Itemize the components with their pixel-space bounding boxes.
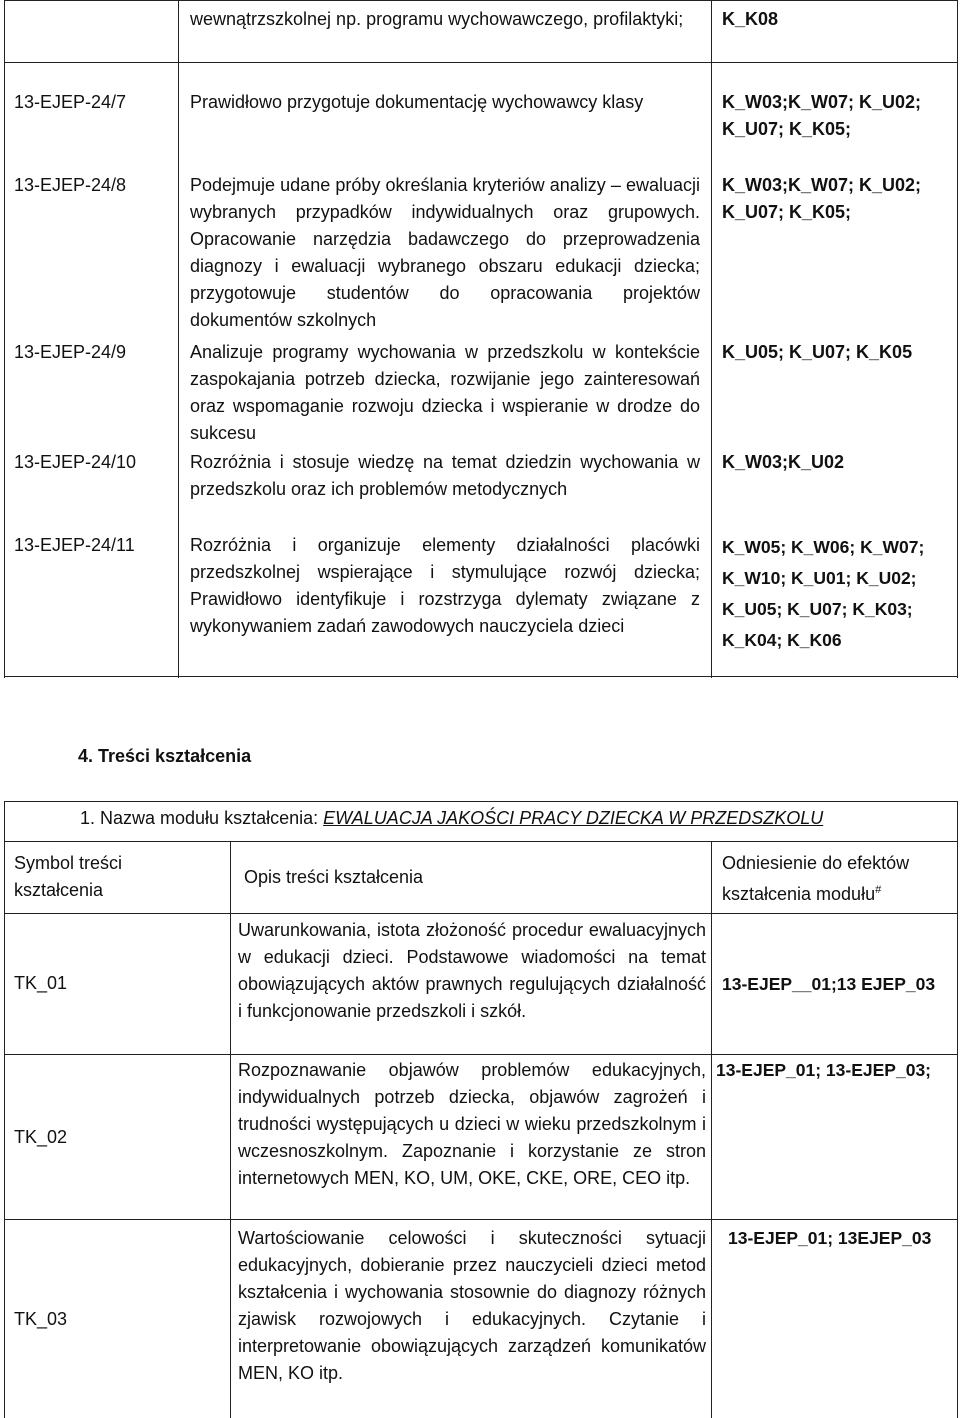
footnote-mark: # [875, 884, 882, 896]
module-title-prefix: 1. Nazwa modułu kształcenia: [80, 808, 324, 828]
table-row-4-symbol: 13-EJEP-24/10 [14, 452, 137, 472]
table2-row-1-symbol: TK_02 [14, 1127, 68, 1147]
table-row-5-reference: K_W05; K_W06; K_W07; K_W10; K_U01; K_U02; K_U05; K_U07; K_K03; K_K04; K_K06 [722, 537, 925, 650]
table2-row-0-description: Uwarunkowania, istota złożoność procedur ewaluacyjnych w edukacji dzieci. Podstawowe wiadomości na temat obowiązujących aktów prawnych regulujących działalność i funkcjonowanie przedszkoli i szkół. [238, 920, 706, 1021]
table2-row-1-reference: 13-EJEP_01; 13-EJEP_03; [716, 1060, 931, 1080]
module-title [80, 808, 823, 829]
header-reference-text: Odniesienie do efektów kształcenia modułu [722, 853, 910, 904]
header-symbol: Symbol treści kształcenia [14, 853, 123, 900]
table-row-1-symbol: 13-EJEP-24/7 [14, 92, 127, 112]
table-row-1-reference: K_W03;K_W07; K_U02; K_U07; K_K05; [722, 92, 922, 139]
table2-row-0-symbol: TK_01 [14, 973, 68, 993]
table-row-0-description: wewnątrzszkolnej np. programu wychowawczego, profilaktyki; [190, 9, 684, 29]
table-row-3-description: Analizuje programy wychowania w przedszkolu w kontekście zaspokajania potrzeb dziecka, rozwijanie jego zainteresowań oraz wspomaganie rozwoju dziecka i wspieranie w drodze do sukcesu [190, 342, 700, 443]
table-row-3-symbol: 13-EJEP-24/9 [14, 342, 127, 362]
table2-row-1-description: Rozpoznawanie objawów problemów edukacyjnych, indywidualnych potrzeb dziecka, objawów zagrożeń i trudności występujących u dzieci w wieku przedszkolnym i wczesnoszkolnym. Zapoznanie i korzystanie ze stron internetowych MEN, KO, UM, OKE, CKE, ORE, CEO itp. [238, 1060, 706, 1188]
table2-row-2-description: Wartościowanie celowości i skuteczności sytuacji edukacyjnych, dobieranie przez nauczycieli dzieci metod kształcenia i wychowania stosownie do diagnozy różnych zjawisk rozwojowych i edukacyjnych. Czytanie i interpretowanie obowiązujących zarządzeń komunikatów MEN, KO itp. [238, 1228, 706, 1383]
table2-row-0-reference: 13-EJEP__01;13 EJEP_03 [722, 974, 936, 994]
table-row-2-symbol: 13-EJEP-24/8 [14, 175, 127, 195]
table2-row-2-symbol: TK_03 [14, 1309, 68, 1329]
table-row-4-description: Rozróżnia i stosuje wiedzę na temat dziedzin wychowania w przedszkolu oraz ich problemów metodycznych [190, 452, 700, 499]
table-row-2-reference: K_W03;K_W07; K_U02; K_U07; K_K05; [722, 175, 922, 222]
table-row-1-description: Prawidłowo przygotuje dokumentację wychowawcy klasy [190, 92, 644, 112]
table-row-5-description: Rozróżnia i organizuje elementy działalności placówki przedszkolnej wspierające i stymulujące rozwój dziecka; Prawidłowo identyfikuje i rozstrzyga dylematy związane z wykonywaniem zadań zawodowych nauczyciela dzieci [190, 535, 700, 636]
header-description: Opis treści kształcenia [244, 867, 424, 887]
table-row-5-symbol: 13-EJEP-24/11 [14, 535, 135, 555]
table-row-3-reference: K_U05; K_U07; K_K05 [722, 342, 913, 362]
table-row-4-reference: K_W03;K_U02 [722, 452, 845, 472]
table-row-0-reference: K_K08 [722, 9, 779, 29]
section-heading: 4. Treści kształcenia [78, 746, 252, 766]
table-row-2-description: Podejmuje udane próby określania kryteriów analizy – ewaluacji wybranych przypadków indywidualnych oraz grupowych. Opracowanie narzędzia badawczego do przeprowadzenia diagnozy i ewaluacji wybranego obszaru edukacji dziecka; przygotowuje studentów do opracowania projektów dokumentów szkolnych [190, 175, 700, 330]
module-name: EWALUACJA JAKOŚCI PRACY DZIECKA W PRZEDSZKOLU [323, 808, 824, 828]
table2-row-2-reference: 13-EJEP_01; 13EJEP_03 [728, 1228, 932, 1248]
header-reference [722, 850, 954, 908]
